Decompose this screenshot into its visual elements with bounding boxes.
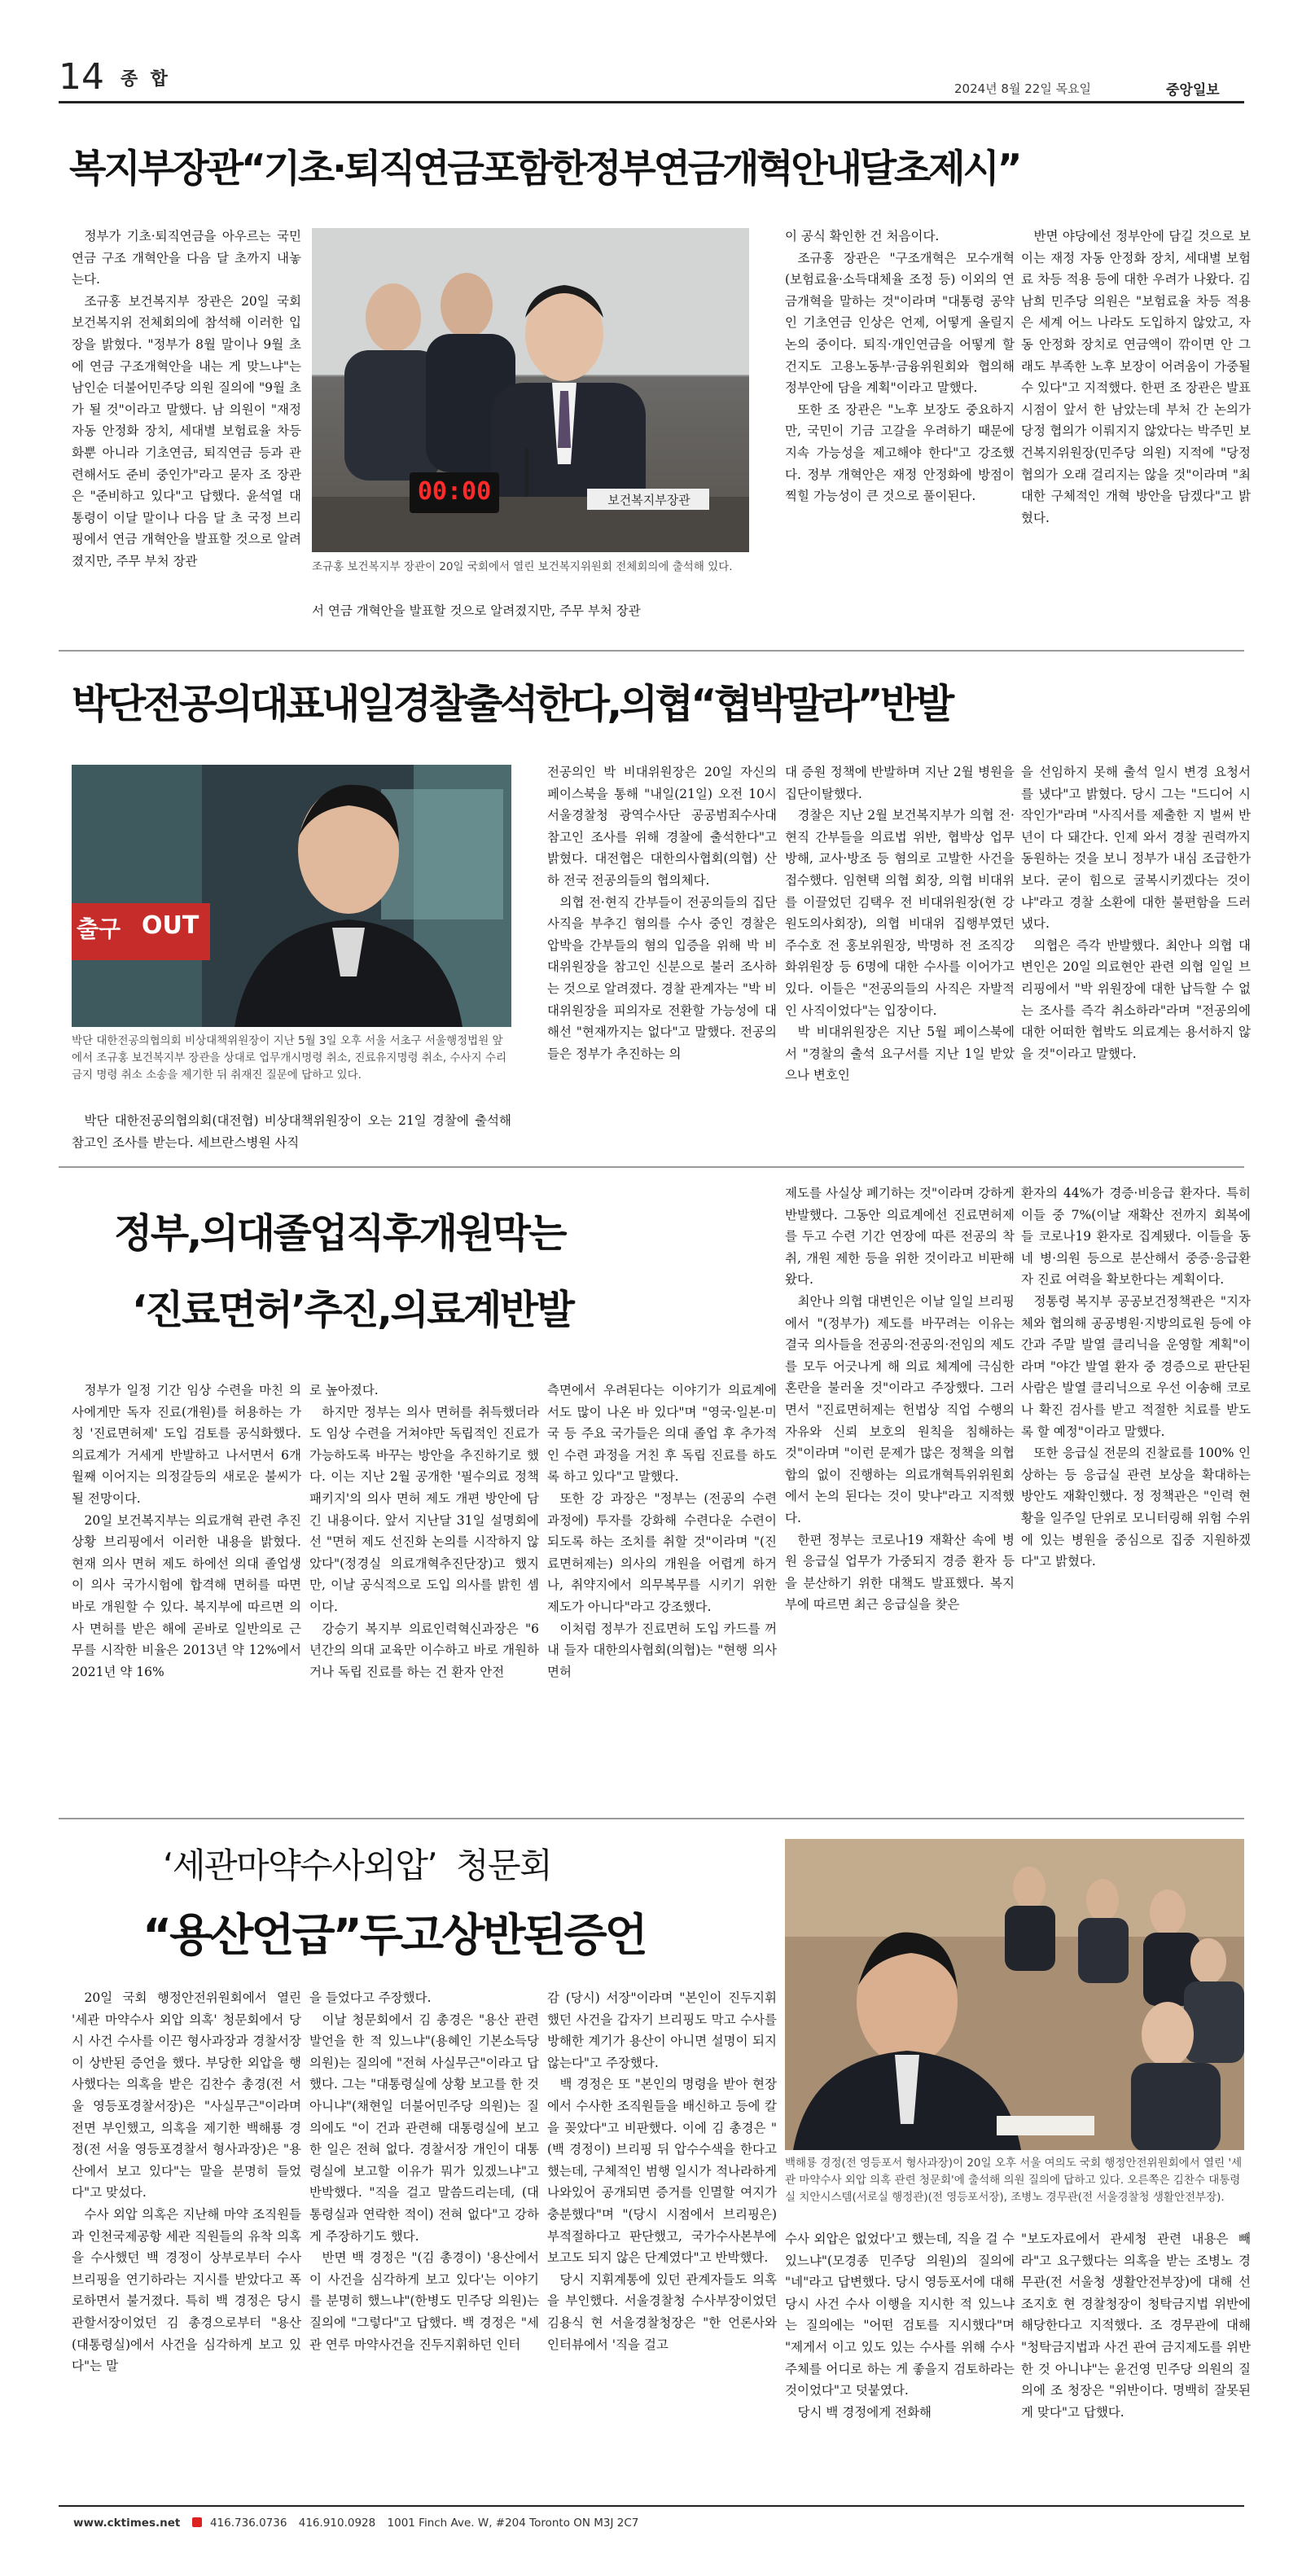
divider bbox=[59, 650, 1244, 652]
paragraph: 한편 정부는 코로나19 재확산 속에 병원 응급실 업무가 가중되지 경증 환자 등을 분산하기 위한 대책도 발표했다. 복지부에 따르면 최근 응급실을 찾은 bbox=[785, 1532, 1015, 1613]
paragraph: 이처럼 정부가 진료면허 도입 카드를 꺼내 들자 대한의사협회(의협)는 "현행 의사 면허 bbox=[547, 1621, 777, 1679]
footer-rule bbox=[59, 2505, 1244, 2507]
divider bbox=[59, 1818, 1244, 1819]
header-rule bbox=[59, 101, 1244, 103]
paragraph: 반면 야당에선 정부안에 담길 것으로 보이는 재정 자동 안정화 장치, 세대별 보험료 차등 적용 등에 대한 우려가 나왔다. 김남희 민주당 의원은 "보험료율 차등 적용은 세계 어느 나라도 도입하지 않았고, 자동 안정화 장치로 연금액이 깎이면 안 그래도 부족한 노후 보장이 어려움이 가중될 수 있다"고 지적했다. 한편 조 장관은 발표 시점이 앞서 한 남았는데 부처 간 논의가 당정 협의가 이뤄지지 않았다는 박주민 보건복지위원장(민주당 의원) 지적에 "당정 협의가 오래 걸리지는 않을 것"이라며 "최대한 구체적인 개혁 방안을 담겠다"고 밝혔다. bbox=[1021, 229, 1251, 525]
paragraph: 또한 강 과장은 "정부는 (전공의 수련 과정에) 투자를 강화해 수련다운 수련이 되도록 하는 조치를 취할 것"이라며 "(진료면허제는) 의사의 개원을 어렵게 하거나, 취약지에서 의무복무를 시키기 위한 제도가 아니다"라고 강조했다. bbox=[547, 1490, 777, 1614]
article3-col5 bbox=[1021, 1183, 1251, 1807]
article3-headline-line1: 정부,의대졸업직후개원막는 bbox=[114, 1210, 566, 1257]
article4-col1 bbox=[72, 1987, 301, 2500]
article3-col2 bbox=[309, 1380, 539, 1807]
paragraph: 측면에서 우려된다는 이야기가 의료계에서도 많이 나온 바 있다"며 "영국·일본·미국 등 주요 국가들은 의대 졸업 후 추가적인 수련 과정을 거친 후 독립 진료를 하도록 하고 있다"고 말했다. bbox=[547, 1383, 777, 1485]
website-link[interactable]: www.cktimes.net bbox=[73, 2517, 181, 2530]
article4-subhead: ‘세관마약수사외압’ 청문회 bbox=[163, 1845, 552, 1885]
paragraph: 수사 외압은 없었다'고 했는데, 직을 걸 수 있느냐"(모경종 민주당 의원)의 질의에 "네"라고 답변했다. 당시 영등포서에 대해 당시 사건 수사 이행을 지시한 적 있느냐는 질의에는 "어떤 검토를 지시했다"며 "제게서 이고 있도 있는 수사를 위해 수사 주체를 어디로 하는 게 좋을지 검토하라는 것이었다"고 덧붙였다. bbox=[785, 2232, 1015, 2398]
paragraph: 백 경정은 또 "본인의 명령을 받아 현장에서 수사한 조직원들을 배신하고 등에 칼을 꽂았다"고 비판했다. 이에 김 총경은 "(백 경정이) 브리핑 뒤 압수수색을 한다고 했는데, 구체적인 범행 일시가 적나라하게 나와있어 공개되면 증거를 인멸할 여지가 충분했다"며 "(당시 시점에서 브리핑은) 부적절하다고 판단했고, 국가수사본부에 보고도 되지 않은 단계였다"고 반박했다. bbox=[547, 2077, 777, 2266]
paragraph: 감 (당시) 서장"이라며 "본인이 진두지휘했던 사건을 갑자기 브리핑도 막고 수사를 방해한 계기가 용산이 아니면 설명이 되지 않는다"고 주장했다. bbox=[547, 1990, 777, 2070]
paragraph: 20일 보건복지부는 의료개혁 관련 추진상황 브리핑에서 이러한 내용을 밝혔다. 현재 의사 면허 제도 하에선 의대 졸업생이 의사 국가시험에 합격해 면허를 따면 바로 개원할 수 있다. 복지부에 따르면 의사 면허를 받은 해에 곧바로 일반의로 근무를 시작한 비율은 2013년 약 12%에서 2021년 약 16% bbox=[72, 1512, 301, 1679]
article2-col1 bbox=[72, 1110, 511, 1156]
hearing-photo-graphic bbox=[785, 1839, 1244, 2150]
paragraph: 또한 조 장관은 "노후 보장도 중요하지만, 국민이 기금 고갈을 우려하기 때문에 지속 가능성을 제고해야 한다"고 강조했다. 정부 개혁안은 재정 안정화에 방점이 찍힐 가능성이 큰 것으로 풀이된다. bbox=[785, 402, 1015, 504]
hearing-photo bbox=[785, 1839, 1244, 2150]
page-number: 14 bbox=[59, 56, 104, 98]
issue-date: 2024년 8월 22일 목요일 bbox=[954, 81, 1092, 96]
paragraph: 의협 전·현직 간부들이 전공의들의 집단 사직을 부추긴 혐의를 수사 중인 경찰은 압박을 간부들의 혐의 입증을 위해 박 비대위원장을 참고인 신분으로 불러 조사하는 것으로 알려졌다. 경찰 관계자는 "박 비대위원장을 피의자로 전환할 가능성에 대해선 "현재까지는 없다"고 말했다. 전공의들은 정부가 추진하는 의 bbox=[547, 894, 777, 1061]
article1-col2 bbox=[785, 226, 1015, 633]
paragraph: 박 비대위원장은 지난 5월 페이스북에서 "경찰의 출석 요구서를 지난 1일 받았으나 변호인 bbox=[785, 1025, 1015, 1083]
article3-col4 bbox=[785, 1183, 1015, 1807]
article2-col3 bbox=[785, 761, 1015, 1156]
paragraph: 제도를 사실상 폐기하는 것"이라며 강하게 반발했다. 그동안 의료계에선 진료면허제를 두고 수련 기간 연장에 따른 전공의 착취, 개원 제한 등을 위한 것이라고 비판해왔다. bbox=[785, 1186, 1015, 1288]
nameplate-text: 보건복지부장관 bbox=[607, 493, 690, 507]
paragraph: 이날 청문회에서 김 총경은 "용산 관련 발언을 한 적 있느냐"(용혜인 기본소득당 의원)는 질의에 "전혀 사실무근"이라고 답했다. 그는 "대통령실에 상황 보고를 한 것 아니냐"(채현일 더불어민주당 의원)는 질의에도 "이 건과 관련해 대통령실에 보고한 일은 전혀 없다. 경찰서장 개인이 대통령실에 보고할 이유가 뭐가 있겠느냐"고 반박했다. "직을 걸고 말씀드리는데, (대통령실과 연락한 적이) 전혀 없다"고 강하게 주장하기도 했다. bbox=[309, 2012, 539, 2244]
paragraph: 정통령 복지부 공공보건정책관은 "지자체와 협의해 공공병원·지방의료원 등에 야간과 주말 발열 클리닉을 운영할 계획"이라며 "야간 발열 환자 중 경증으로 판단된 사람은 발열 클리닉으로 우선 이송해 코로나 확진 검사를 받고 적절한 치료를 받도록 할 예정"이라고 말했다. bbox=[1021, 1293, 1251, 1439]
paragraph: 당시 지휘계통에 있던 관계자들도 의혹을 부인했다. 서울경찰청 수사부장이었던 김용식 현 서울경찰청장은 "한 언론사와 인터뷰에서 '직을 걸고 bbox=[547, 2271, 777, 2352]
paragraph: 대 증원 정책에 반발하며 지난 2월 병원을 집단이탈했다. bbox=[785, 765, 1015, 801]
article2-col2 bbox=[547, 761, 777, 1156]
paragraph: 또한 응급실 전문의 진찰료를 100% 인상하는 등 응급실 관련 보상을 확대하는 방안도 재확인했다. 정 정책관은 "인력 현황을 일주일 단위로 모니터링해 위험 수위에 있는 병원을 중심으로 집중 지원하겠다"고 밝혔다. bbox=[1021, 1446, 1251, 1569]
phone-icon bbox=[192, 2517, 202, 2527]
paragraph: 이 공식 확인한 건 처음이다. bbox=[785, 229, 940, 244]
paragraph: 최안나 의협 대변인은 이날 일일 브리핑에서 "(정부가) 제도를 바꾸려는 이유는 결국 의사들을 전공의·전공의·전임의 제도를 모두 어긋나게 해 의료 체계에 극심한 혼란을 불러올 것"이라고 주장했다. 그러면서 "진료면허제는 헌법상 직업 수행의 자유와 신뢰 보호의 원칙을 침해하는 것"이라며 "이런 문제가 많은 정책을 의협 합의 없이 진행하는 의료개혁특위위원회에서 논의 된다는 것이 맞냐"라고 지적했다. bbox=[785, 1293, 1015, 1525]
article4-col3 bbox=[547, 1987, 777, 2500]
article4-col3b bbox=[785, 2228, 1015, 2500]
paragraph: 반면 백 경정은 "(김 총경이) '용산에서 이 사건을 심각하게 보고 있다'는 이야기를 분명히 했느냐"(한병도 민주당 의원)는 질의에 "그렇다"고 답했다. 백 경정은 "세관 연루 마약사건을 진두지휘하던 인터 bbox=[309, 2250, 539, 2352]
divider bbox=[59, 1166, 1244, 1168]
article1-caption: 조규홍 보건복지부 장관이 20일 국회에서 열린 보건복지위원회 전체회의에 출석해 있다. bbox=[312, 560, 733, 573]
minister-photo bbox=[312, 228, 749, 552]
article2-caption: 박단 대한전공의협의회 비상대책위원장이 지난 5월 3일 오후 서울 서초구 서울행정법원 앞에서 조규홍 보건복지부 장관을 상대로 업무개시명령 취소, 진료유지명령 취소, 수사지 수리 금지 명령 취소 소송을 제기한 뒤 취재진 질문에 답하고 있다. bbox=[72, 1034, 507, 1082]
article1-col3 bbox=[1021, 226, 1251, 633]
paragraph: 서 연금 개혁안을 발표할 것으로 알려졌지만, 주무 부처 장관 bbox=[312, 603, 641, 618]
footer-phone1: 416.736.0736 bbox=[209, 2517, 287, 2530]
paragraph: 의협은 즉각 반발했다. 최안나 의협 대변인은 20일 의료현안 관련 의협 일일 브리핑에서 "박 위원장에 대한 납득할 수 없는 조사를 즉각 취소하라"라며 "전공의에 대한 어떠한 협박도 의료계는 용서하지 않을 것"이라고 말했다. bbox=[1021, 937, 1251, 1061]
paragraph: 조규홍 장관은 "구조개혁은 모수개혁(보험료율·소득대체율 조정 등) 이외의 연금개혁을 말하는 것"이라며 "대통령 공약인 기초연금 인상은 언제, 어떻게 올릴지 논의 중이다. 퇴직·개인연금을 어떻게 할 건지도 고용노동부·금융위원회와 협의해 정부안에 담을 계획"이라고 말했다. bbox=[785, 250, 1015, 396]
article4-headline: “용산언급”두고상반된증언 bbox=[142, 1909, 646, 1961]
article1-col1-continued bbox=[312, 600, 749, 625]
timer-display: 00:00 bbox=[417, 477, 492, 506]
park-dan-photo-graphic bbox=[72, 765, 511, 1027]
paragraph: 로 높아졌다. bbox=[309, 1383, 379, 1398]
paragraph: 조규홍 보건복지부 장관은 20일 국회 보건복지위 전체회의에 참석해 이러한 입장을 밝혔다. "정부가 8월 말이나 9월 초에 연금 구조개혁안을 내는 게 맞느냐"는 남인순 더불어민주당 의원 질의에 "9월 초가 될 것"이라고 말했다. 남 의원이 "재정 자동 안정화 장치, 세대별 보험료율 차등화뿐 아니라 기초연금, 퇴직연금 등과 관련해서도 준비 중인가"라고 묻자 조 장관은 "준비하고 있다"고 답했다. 윤석열 대통령이 이달 말이나 다음 달 초 국정 브리핑에서 연금 개혁안을 발표할 것으로 알려졌지만, 주무 부처 장관 bbox=[72, 293, 301, 568]
paragraph: 경찰은 지난 2월 보건복지부가 의협 전·현직 간부들을 의료법 위반, 협박상 업무방해, 교사·방조 등 혐의로 고발한 사건을 접수했다. 임현택 의협 회장, 의협 비대위를 이끌었던 김택우 전 비대위원장(현 강원도의사회장), 의협 비대위 집행부였던 주수호 전 홍보위원장, 박명하 전 조직강화위원장 등 6명에 대한 수사를 이어가고 있다. 이들은 "전공의들의 사직은 자발적인 사직이었다"는 입장이다. bbox=[785, 808, 1015, 1018]
paper-name: 중앙일보 bbox=[1166, 82, 1220, 99]
section-label: 종 합 bbox=[121, 69, 168, 90]
paragraph: 정부가 일정 기간 임상 수련을 마친 의사에게만 독자 진료(개원)를 허용하는 가칭 '진료면허제' 도입 검토를 공식화했다. 의료계가 거세게 반발하고 나서면서 6개월째 이어지는 의정갈등의 새로운 불씨가 될 전망이다. bbox=[72, 1383, 301, 1506]
paragraph: 당시 백 경정에게 전화해 bbox=[797, 2404, 932, 2420]
article4-caption: 백해룡 경정(전 영등포서 형사과장)이 20일 오후 서울 여의도 국회 행정안전위원회에서 열린 '세관 마약수사 외압 의혹 관련 청문회'에 출석해 의원 질의에 답하고 있다. 오른쪽은 김찬수 대통령실 치안시스템(서로실 행정관)(전 영등포서장), 조병노 경무관(전 서울경찰청 생활안전부장). bbox=[785, 2157, 1243, 2204]
article2-headline: 박단전공의대표내일경찰출석한다,의협“협박말라”반발 bbox=[72, 681, 952, 727]
paragraph: 정부가 기초·퇴직연금을 아우르는 국민연금 구조 개혁안을 다음 달 초까지 내놓는다. bbox=[72, 229, 301, 287]
article3-col1 bbox=[72, 1380, 301, 1807]
footer bbox=[73, 2517, 638, 2536]
article3-headline-line2: ‘진료면허’추진,의료계반발 bbox=[132, 1287, 573, 1333]
article4-col2 bbox=[309, 1987, 539, 2500]
paragraph: 수사 외압 의혹은 지난해 마약 조직원들과 인천국제공항 세관 직원들의 유착 의혹을 수사했던 백 경정이 상부로부터 수사 브리핑을 연기하라는 지시를 받았다고 폭로하면서 불거졌다. 특히 백 경정은 당시 관할서장이었던 김 총경으로부터 "용산(대통령실)에서 사건을 심각하게 보고 있다"는 말 bbox=[72, 2206, 301, 2374]
paragraph: 을 들었다고 주장했다. bbox=[309, 1990, 432, 2005]
park-dan-photo bbox=[72, 765, 511, 1027]
paragraph: 강승기 복지부 의료인력혁신과장은 "6년간의 의대 교육만 이수하고 바로 개원하거나 독립 진료를 하는 건 환자 안전 bbox=[309, 1621, 539, 1679]
article1-headline: 복지부장관“기초·퇴직연금포함한정부연금개혁안내달초제시” bbox=[69, 147, 1020, 191]
paragraph: 환자의 44%가 경증·비응급 환자다. 특히 이들 중 7%(이날 재확산 전까지 회복에 들 코로나19 환자로 집계됐다. 이들을 동네 병·의원 등으로 분산해서 중증·응급환자 진료 여력을 확보한다는 계획이다. bbox=[1021, 1186, 1251, 1288]
paragraph: 전공의인 박 비대위원장은 20일 자신의 페이스북을 통해 "내일(21일) 오전 10시 서울경찰청 광역수사단 공공범죄수사대 참고인 조사를 위해 경찰에 출석한다"고 밝혔다. 대전협은 대한의사협회(의협) 산하 전국 전공의들의 협의체다. bbox=[547, 765, 777, 888]
paragraph: 20일 국회 행정안전위원회에서 열린 '세관 마약수사 외압 의혹' 청문회에서 당시 사건 수사를 이끈 형사과장과 경찰서장이 상반된 증언을 했다. 부당한 외압을 행사했다는 의혹을 받은 김찬수 총경(전 서울 영등포경찰서장)은 "사실무근"이라며 전면 부인했고, 의혹을 제기한 백해룡 경정(전 서울 영등포경찰서 형사과장)은 "용산에서 보고 있다"는 말을 분명히 들었다"고 맞섰다. bbox=[72, 1990, 301, 2201]
exit-sign-out: OUT bbox=[142, 911, 199, 940]
footer-phone2: 416.910.0928 bbox=[298, 2517, 376, 2530]
paragraph: 을 선임하지 못해 출석 일시 변경 요청서를 냈다"고 밝혔다. 당시 그는 "드디어 시작인가"라며 "사직서를 제출한 지 벌써 반년이 다 돼간다. 인제 와서 경찰 권력까지 동원하는 것을 보니 정부가 내심 조급한가 보다. 굳이 힘으로 굴복시키겠다는 것이냐"라고 경찰 소환에 대한 불편함을 드러냈다. bbox=[1021, 765, 1251, 932]
footer-address: 1001 Finch Ave. W, #204 Toronto ON M3J 2C7 bbox=[387, 2517, 639, 2530]
exit-sign-korean: 출구 bbox=[77, 915, 121, 942]
article4-col4b bbox=[1021, 2228, 1251, 2500]
article2-col4 bbox=[1021, 761, 1251, 1156]
article3-col3 bbox=[547, 1380, 777, 1807]
paragraph: "보도자료에서 관세청 관련 내용은 빼라"고 요구했다는 의혹을 받는 조병노 경무관(전 서울청 생활안전부장)에 대해 선 조지호 현 경찰청장이 청탁금지법 위반에 해당한다고 지적했다. 조 경무관에 대해 "청탁금지법과 사건 관여 금지제도를 위반한 것 아니냐"는 윤건영 민주당 의원의 질의에 조 청장은 "위반이다. 명백히 잘못된 게 맞다"고 답했다. bbox=[1021, 2232, 1251, 2420]
paragraph: 박단 대한전공의협의회(대전협) 비상대책위원장이 오는 21일 경찰에 출석해 참고인 조사를 받는다. 세브란스병원 사직 bbox=[72, 1113, 511, 1150]
paragraph: 하지만 정부는 의사 면허를 취득했더라도 임상 수련을 거쳐야만 독립적인 진료가 가능하도록 바꾸는 방안을 추진하기로 했다. 이는 지난 2월 공개한 '필수의료 정책 패키지'의 의사 면허 제도 개편 방안에 담긴 내용이다. 앞서 지난달 31일 설명회에선 "면허 제도 선진화 논의를 시작하지 않았다"(정경실 의료개혁추진단장)고 했지만, 이날 공식적으로 도입 의사를 밝힌 셈이다. bbox=[309, 1404, 539, 1614]
article1-col1 bbox=[72, 226, 301, 633]
